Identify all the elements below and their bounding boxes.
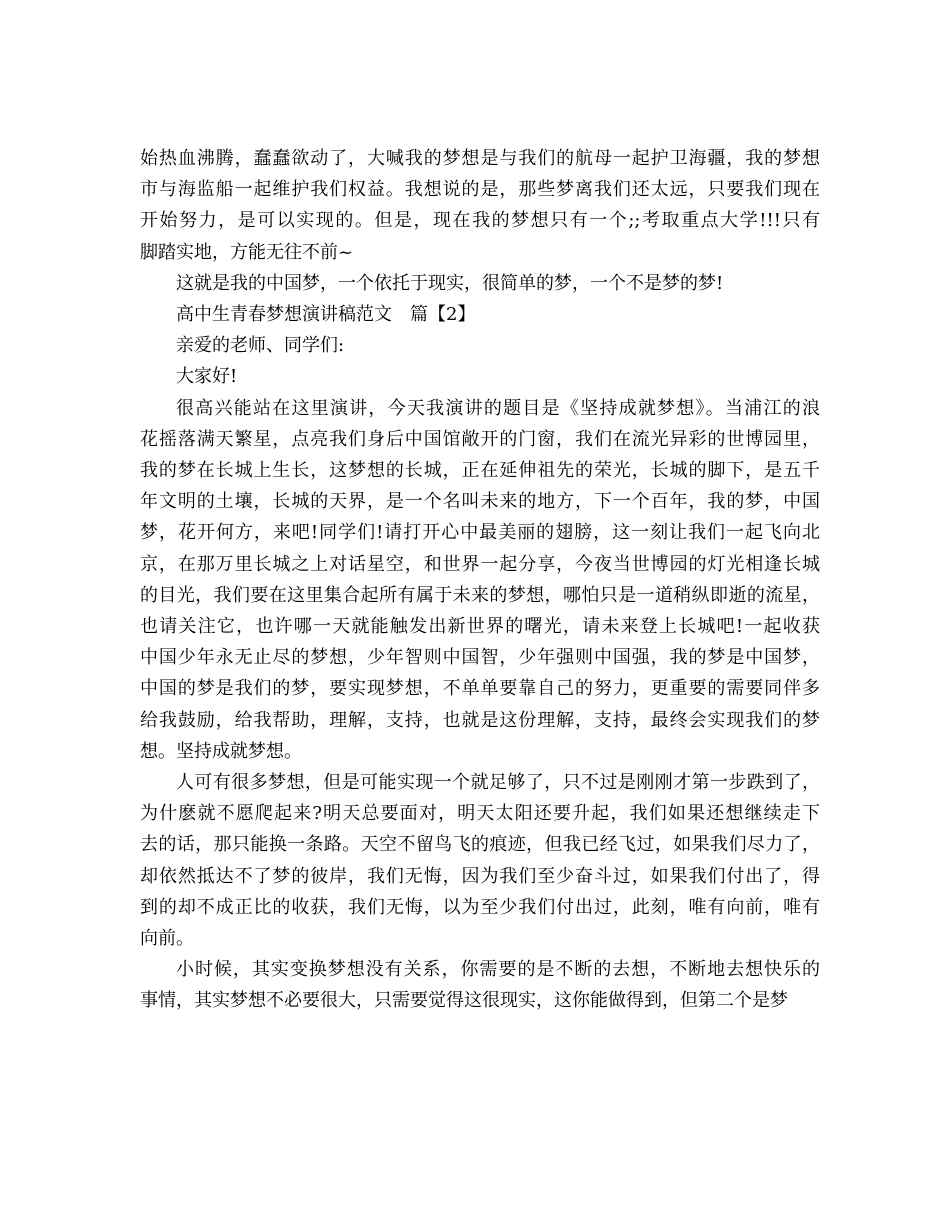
text-line: 始热血沸腾，蠢蠢欲动了，大喊我的梦想是与我们的航母一起护卫海疆，我的梦想: [140, 148, 820, 169]
paragraph: [140, 268, 820, 299]
text-line: 想。坚持成就梦想。: [140, 740, 302, 762]
text-line: 去的话，那只能换一条路。天空不留鸟飞的痕迹，但我已经飞过，如果我们尽力了，: [140, 834, 820, 856]
text-line: 高中生青春梦想演讲稿范文 篇【2】: [176, 304, 476, 326]
document-body: [140, 143, 820, 1017]
text-line: 却依然抵达不了梦的彼岸，我们无悔，因为我们至少奋斗过，如果我们付出了，得: [140, 865, 820, 887]
text-line: 中国的梦是我们的梦，要实现梦想，不单单要靠自己的努力，更重要的需要同伴多: [140, 678, 820, 700]
paragraph: [140, 361, 820, 392]
paragraph: [140, 767, 820, 954]
text-line: 向前。: [140, 928, 194, 950]
text-line: 中国少年永无止尽的梦想，少年智则中国智，少年强则中国强，我的梦是中国梦，: [140, 647, 820, 669]
text-line: 也请关注它，也许哪一天就能触发出新世界的曙光，请未来登上长城吧!一起收获: [140, 616, 820, 638]
text-line: 这就是我的中国梦，一个依托于现实，很简单的梦，一个不是梦的梦!: [176, 272, 724, 294]
paragraph: [140, 143, 820, 268]
text-line: 人可有很多梦想，但是可能实现一个就足够了，只不过是刚刚才第一步跌到了，: [176, 772, 820, 794]
text-line: 事情，其实梦想不必要很大，只需要觉得这很现实，这你能做得到，但第二个是梦: [140, 990, 788, 1012]
text-line: 小时候，其实变换梦想没有关系，你需要的是不断的去想，不断地去想快乐的: [176, 959, 820, 981]
text-line: 脚踏实地，方能无往不前~: [140, 241, 354, 263]
text-line: 大家好!: [176, 366, 238, 388]
paragraph: [140, 393, 820, 767]
text-line: 梦，花开何方，来吧!同学们!请打开心中最美丽的翅膀，这一刻让我们一起飞向北: [140, 522, 820, 544]
text-line: 京，在那万里长城之上对话星空，和世界一起分享，今夜当世博园的灯光相逢长城: [140, 553, 820, 575]
text-line: 的目光，我们要在这里集合起所有属于未来的梦想，哪怕只是一道稍纵即逝的流星，: [140, 584, 820, 606]
text-line: 开始努力，是可以实现的。但是，现在我的梦想只有一个;;考取重点大学!!!只有: [140, 210, 820, 232]
text-line: 给我鼓励，给我帮助，理解，支持，也就是这份理解，支持，最终会实现我们的梦: [140, 709, 820, 731]
text-line: 很高兴能站在这里演讲，今天我演讲的题目是《坚持成就梦想》。当浦江的浪: [176, 397, 820, 419]
paragraph: [140, 299, 820, 330]
text-line: 花摇落满天繁星，点亮我们身后中国馆敞开的门窗，我们在流光异彩的世博园里，: [140, 428, 820, 450]
text-line: 亲爱的老师、同学们:: [176, 335, 345, 357]
text-line: 我的梦在长城上生长，这梦想的长城，正在延伸祖先的荣光，长城的脚下，是五千: [140, 460, 820, 482]
text-line: 为什麽就不愿爬起来?明天总要面对，明天太阳还要升起，我们如果还想继续走下: [140, 803, 820, 825]
text-line: 市与海监船一起维护我们权益。我想说的是，那些梦离我们还太远，只要我们现在: [140, 179, 820, 201]
text-line: 到的却不成正比的收获，我们无悔，以为至少我们付出过，此刻，唯有向前，唯有: [140, 896, 820, 918]
paragraph: [140, 954, 820, 1016]
paragraph: [140, 330, 820, 361]
text-line: 年文明的土壤，长城的天界，是一个名叫未来的地方，下一个百年，我的梦，中国: [140, 491, 820, 513]
